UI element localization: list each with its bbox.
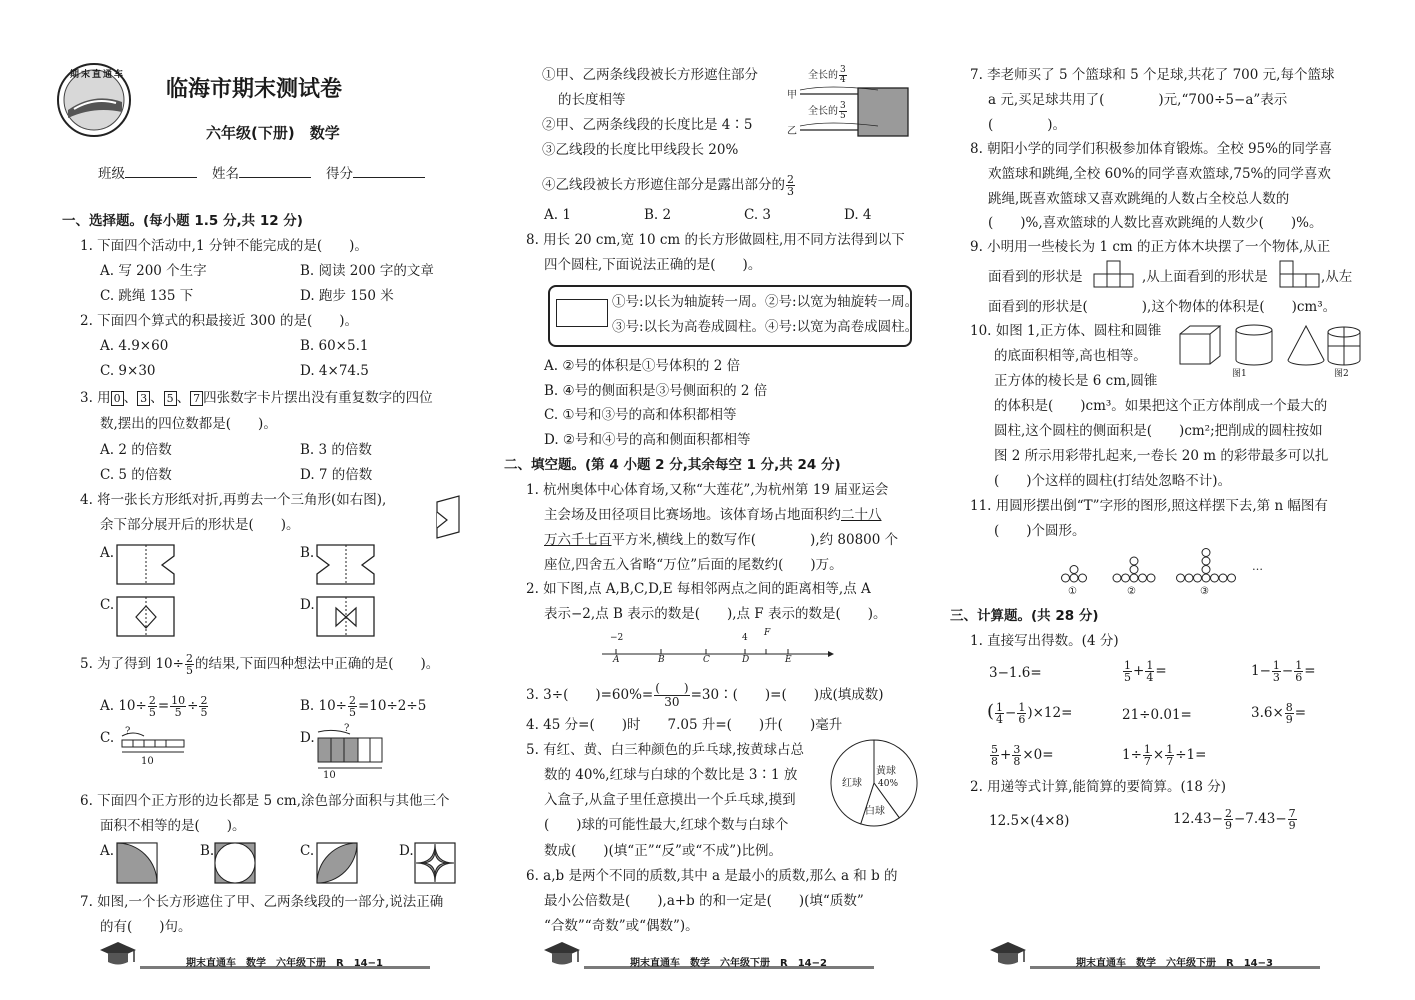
q5-option-a[interactable]: A. 10÷ $\frac{2}{5}$ = $\frac{10}{5}$ ÷ $\frac{2}{5}$ <box>100 694 208 719</box>
calc-2-3: 3.6× $\frac{8}{9}$ = <box>1251 701 1307 726</box>
numline-point-c: C <box>703 655 710 665</box>
f1-line-1: 1. 杭州奥体中心体育场,又称“大莲花”,为杭州第 19 届亚运会 <box>526 482 889 498</box>
f7-line-1: 7. 李老师买了 5 个篮球和 5 个足球,共花了 700 元,每个篮球 <box>970 67 1335 83</box>
fig2-label: 图2 <box>1334 369 1349 379</box>
ellipsis: … <box>1252 560 1263 573</box>
calc-2-1: ( $\frac{1}{4}$ − $\frac{1}{6}$ )×12= <box>987 701 1073 726</box>
q7-item-4-text: ④乙线段被长方形遮住部分是露出部分的 <box>542 177 785 193</box>
graduation-cap-icon <box>986 940 1028 970</box>
figure-2-circle <box>1130 566 1138 574</box>
q1-option-b[interactable]: B. 阅读 200 字的文章 <box>300 263 434 279</box>
section-3-title: 三、计算题。(共 28 分) <box>950 608 1099 624</box>
numline-point-f: F <box>764 628 771 638</box>
f9-line-3: 面看到的形状是( ),这个物体的体积是( )cm³。 <box>988 299 1337 315</box>
f1-line-2 <box>544 506 882 524</box>
q8-box-line-2: ③号:以长为高卷成圆柱。④号:以宽为高卷成圆柱。 <box>612 319 919 335</box>
f7-line-3: ( )。 <box>988 117 1067 133</box>
f3-post: =30∶( )=( )成(填成数) <box>690 687 884 703</box>
f5-line-4: ( )球的可能性最大,红球个数与白球个 <box>544 817 789 833</box>
figure-3-circle <box>1177 574 1185 582</box>
figure-1-circle <box>1062 574 1070 582</box>
q5-stem <box>80 653 439 676</box>
f8-line-1: 8. 朝阳小学的同学们积极参加体育锻炼。全校 95%的同学喜 <box>970 141 1332 157</box>
q7-item-4 <box>542 174 796 197</box>
f1-line-3-text: 平方米,横线上的数写作( ),约 80800 个 <box>611 532 899 548</box>
f6-line-1: 6. a,b 是两个不同的质数,其中 a 是最小的质数,那么 a 和 b 的 <box>526 868 898 884</box>
f8-line-3: 跳绳,既喜欢篮球又喜欢跳绳的人数占全校总人数的 <box>988 191 1290 207</box>
q4-option-d[interactable]: D. <box>300 597 315 613</box>
fig1-label: 图1 <box>1232 369 1247 379</box>
f4-line: 4. 45 分=( )时 7.05 升=( )升( )毫升 <box>526 717 843 733</box>
q8-option-c[interactable]: C. ①号和③号的高和体积都相等 <box>544 407 737 423</box>
f11-line-1: 11. 用圆形摆出倒“T”字形的图形,照这样摆下去,第 n 幅图有 <box>970 498 1328 514</box>
figure-3-circle <box>1202 574 1210 582</box>
q1-stem: 1. 下面四个活动中,1 分钟不能完成的是( )。 <box>80 238 368 254</box>
f5-line-5: 数成( )(填“正”“反”或“不成”)比例。 <box>544 843 782 859</box>
f8-line-4: ( )%,喜欢篮球的人数比喜欢跳绳的人数少( )%。 <box>988 215 1323 231</box>
figure-2-circle <box>1130 557 1138 565</box>
f3-pre: 3. 3÷( )=60%= <box>526 687 654 703</box>
name-label: 姓名 <box>212 166 239 182</box>
q5-d-question-mark: ? <box>344 723 350 734</box>
card-5: 5 <box>164 391 177 406</box>
f1-line-4: 座位,四舍五入省略“万位”后面的尾数约( )万。 <box>544 557 843 573</box>
figure-3-circle <box>1202 566 1210 574</box>
q3-option-a[interactable]: A. 2 的倍数 <box>100 442 172 458</box>
footer-text: 期末直通车 数学 六年级下册 R 14−2 <box>630 958 827 969</box>
fraction-2-3: $\frac{2}{3}$ <box>787 173 794 198</box>
numline-point-a: A <box>613 655 620 665</box>
q2-option-c[interactable]: C. 9×30 <box>100 363 156 379</box>
name-field[interactable] <box>212 162 311 182</box>
figure-3-circle <box>1202 557 1210 565</box>
f11-line-2: ( )个圆形。 <box>994 523 1086 539</box>
footer-text: 期末直通车 数学 六年级下册 R 14−1 <box>186 958 383 969</box>
c2-expr-a: 12.5×(4×8) <box>989 813 1070 829</box>
calc-1-1: 3−1.6= <box>989 665 1042 681</box>
q5-stem-post: 的结果,下面四种想法中正确的是( )。 <box>194 656 440 672</box>
calc-1-3: 1− $\frac{1}{3}$ − $\frac{1}{6}$ = <box>1251 659 1316 684</box>
f10-line-2: 的底面积相等,高也相等。 <box>994 348 1147 364</box>
calc-3-2: 1÷ $\frac{1}{7}$ × $\frac{1}{7}$ ÷1= <box>1122 743 1207 768</box>
q5-bar-diagram-d <box>316 728 388 774</box>
q6-stem-1: 6. 下面四个正方形的边长都是 5 cm,涂色部分面积与其他三个 <box>80 793 450 809</box>
q6-square-c <box>316 842 358 884</box>
f10-line-5: 圆柱,这个圆柱的侧面积是( )cm²;把削成的圆柱按如 <box>994 423 1323 439</box>
q8-rectangle-icon <box>556 299 608 327</box>
q6-stem-2: 面积不相等的是( )。 <box>100 818 246 834</box>
q6-square-b <box>214 842 256 884</box>
q7-option-b[interactable]: B. 2 <box>644 207 672 223</box>
q7-stem-2: 的有( )句。 <box>100 919 192 935</box>
q5-a-prefix: A. 10÷ <box>100 698 147 714</box>
circle-fig-label-1: ① <box>1068 586 1077 597</box>
figure-2-circle <box>1113 574 1121 582</box>
figure-3-circle <box>1194 574 1202 582</box>
f9-line-2a: 面看到的形状是 <box>988 269 1083 285</box>
graduation-cap-icon <box>96 940 138 970</box>
fraction-10-5: $\frac{10}{5}$ <box>171 694 186 719</box>
f5-line-2: 数的 40%,红球与白球的个数比是 3∶1 放 <box>544 767 798 783</box>
numline-minus-2: −2 <box>610 633 624 643</box>
q1-option-a[interactable]: A. 写 200 个生字 <box>100 263 207 279</box>
numline-point-b: B <box>658 655 665 665</box>
calc-2-2: 21÷0.01= <box>1122 707 1192 723</box>
logo-text: 期末直通车 <box>70 70 126 80</box>
page-2 <box>478 0 940 1000</box>
card-0: 0 <box>111 391 124 406</box>
f6-line-3: “合数”“奇数”或“偶数”)。 <box>544 918 699 934</box>
fraction-2-5: $\frac{2}{5}$ <box>148 694 156 719</box>
f3-fraction: $\frac{( )}{30}$ <box>655 681 689 709</box>
figure-3-circle <box>1185 574 1193 582</box>
q5-option-b[interactable] <box>300 695 426 718</box>
q7-stem-1: 7. 如图,一个长方形遮住了甲、乙两条线段的一部分,说法正确 <box>80 894 444 910</box>
f5-line-1: 5. 有红、黄、白三种颜色的乒乓球,按黄球占总 <box>526 742 804 758</box>
pie-label-pct: 40% <box>878 779 899 789</box>
f10-line-4: 的体积是( )cm³。如果把这个正方体削成一个最大的 <box>994 398 1328 414</box>
q4-option-c[interactable]: C. <box>100 597 115 613</box>
q3-option-c[interactable]: C. 5 的倍数 <box>100 467 172 483</box>
q8-stem-2: 四个圆柱,下面说法正确的是( )。 <box>544 257 762 273</box>
figure-3-circle <box>1228 574 1236 582</box>
q2-option-b[interactable]: B. 60×5.1 <box>300 338 369 354</box>
q5-c-ten: 10 <box>141 756 154 767</box>
q4-stem-1: 4. 将一张长方形纸对折,再剪去一个三角形(如右图), <box>80 492 387 508</box>
q5-option-c[interactable]: C. <box>100 730 115 746</box>
q8-option-d[interactable]: D. ②号和④号的高和侧面积都相等 <box>544 432 751 448</box>
q5-b-suffix: =10÷2÷5 <box>358 698 427 714</box>
f10-line-6: 图 2 所示用彩带扎起来,一卷长 20 m 的彩带最多可以扎 <box>994 448 1329 464</box>
f1-underlined-number-2: 万六千七百 <box>544 532 612 548</box>
calc-1-2: $\frac{1}{5}$ + $\frac{1}{4}$ = <box>1124 659 1167 684</box>
page-3 <box>940 0 1415 1000</box>
q4-shape-c <box>116 596 176 638</box>
graduation-cap-icon <box>540 940 582 970</box>
q6-option-c[interactable]: C. <box>300 843 315 859</box>
q1-option-c[interactable]: C. 跳绳 135 下 <box>100 288 194 304</box>
q3-stem-pre: 3. 用 <box>80 390 111 406</box>
figure-3-circle <box>1202 549 1210 557</box>
f1-line-3 <box>544 531 898 549</box>
figure-2-circle <box>1139 574 1147 582</box>
numline-point-d: D <box>742 655 750 665</box>
q8-option-a[interactable]: A. ②号的体积是①号体积的 2 倍 <box>544 358 741 374</box>
f1-underlined-number-1: 二十八 <box>841 507 882 523</box>
section-1-title: 一、选择题。(每小题 1.5 分,共 12 分) <box>62 213 303 229</box>
f10-line-3: 正方体的棱长是 6 cm,圆锥 <box>994 373 1158 389</box>
q6-square-a <box>116 842 158 884</box>
score-label: 得分 <box>326 166 353 182</box>
q5-option-d[interactable]: D. <box>300 730 315 746</box>
q3-option-d[interactable]: D. 7 的倍数 <box>300 467 373 483</box>
folded-paper-icon <box>435 494 463 540</box>
figure-2-circle <box>1122 574 1130 582</box>
footer-text: 期末直通车 数学 六年级下册 R 14−3 <box>1076 958 1273 969</box>
q6-square-d <box>414 842 456 884</box>
c2-title: 2. 用递等式计算,能简算的要简算。(18 分) <box>970 779 1226 795</box>
page-1 <box>0 0 478 1000</box>
q2-stem: 2. 下面四个算式的积最接近 300 的是( )。 <box>80 313 359 329</box>
q3-stem-post: 四张数字卡片摆出没有重复数字的四位 <box>203 390 433 406</box>
pie-label-red: 红球 <box>842 778 862 789</box>
figure-3-circle <box>1219 574 1227 582</box>
q7-item-1: ①甲、乙两条线段被长方形遮住部分 <box>542 67 758 83</box>
fraction-2-5: $\frac{2}{5}$ <box>349 694 356 719</box>
jia-label: 甲 <box>787 90 797 101</box>
q4-option-b[interactable]: B. <box>300 545 315 561</box>
q4-shape-a <box>116 544 176 586</box>
q6-option-d[interactable]: D. <box>399 843 414 859</box>
q7-item-1-cont: 的长度相等 <box>558 92 626 108</box>
q3-stem-2: 数,摆出的四位数都是( )。 <box>100 416 277 432</box>
c2-expr-b: 12.43− $\frac{2}{9}$ −7.43− $\frac{7}{9}$ <box>1173 807 1296 832</box>
q7-item-2: ②甲、乙两条线段的长度比是 4∶5 <box>542 117 753 133</box>
page-subtitle: 六年级(下册) 数学 <box>206 124 340 142</box>
q5-c-question-mark: ? <box>125 726 131 737</box>
figure-2-circle <box>1130 574 1138 582</box>
q7-option-d[interactable]: D. 4 <box>844 207 872 223</box>
figure-1-circle <box>1070 574 1078 582</box>
q5-stem-pre: 5. 为了得到 10÷ <box>80 656 184 672</box>
cube-cylinder-cone-figure <box>1178 322 1368 368</box>
f7-line-2: a 元,买足球共用了( )元,“700÷5−a”表示 <box>988 92 1288 108</box>
c1-title: 1. 直接写出得数。(4 分) <box>970 633 1119 649</box>
circle-fig-label-3: ③ <box>1200 586 1209 597</box>
q7-option-a[interactable]: A. 1 <box>544 207 571 223</box>
q4-option-a[interactable]: A. <box>100 545 115 561</box>
f1-line-2-text: 主会场及田径项目比赛场地。该体育场占地面积约 <box>544 507 841 523</box>
yi-label: 乙 <box>787 126 797 137</box>
f2-line-2: 表示−2,点 B 表示的数是( ),点 F 表示的数是( )。 <box>544 606 887 622</box>
number-line <box>602 640 834 660</box>
figure-1-circle <box>1079 574 1087 582</box>
numline-4: 4 <box>742 633 748 643</box>
yi-ratio-label: 全长的 $\frac{3}{5}$ <box>808 101 846 121</box>
q6-option-a[interactable]: A. <box>100 843 115 859</box>
f5-line-3: 入盒子,从盒子里任意摸出一个乒乓球,摸到 <box>544 792 796 808</box>
section-2-title: 二、填空题。(第 4 小题 2 分,其余每空 1 分,共 24 分) <box>504 457 841 473</box>
q3-stem: 3. 用 0 、 3 、 5 、 7 四张数字卡片摆出没有重复数字的四位 <box>80 390 433 406</box>
f10-line-7: ( )个这样的圆柱(打结处忽略不计)。 <box>994 473 1232 489</box>
q1-option-d[interactable]: D. 跑步 150 米 <box>300 288 394 304</box>
figure-2-circle <box>1147 574 1155 582</box>
f10-line-1: 10. 如图 1,正方体、圆柱和圆锥 <box>970 323 1162 339</box>
f9-line-1: 9. 小明用一些棱长为 1 cm 的正方体木块摆了一个物体,从正 <box>970 239 1331 255</box>
q7-option-c[interactable]: C. 3 <box>744 207 772 223</box>
numline-point-e: E <box>785 655 792 665</box>
calc-3-1: $\frac{5}{8}$ + $\frac{3}{8}$ ×0= <box>991 743 1054 768</box>
equals-sign: = <box>157 698 170 714</box>
circle-fig-label-2: ② <box>1127 586 1136 597</box>
class-label: 班级 <box>98 166 125 182</box>
q2-option-a[interactable]: A. 4.9×60 <box>100 338 169 354</box>
f9-line-2b: ,从上面看到的形状是 <box>1142 269 1268 285</box>
jia-ratio-label: 全长的 $\frac{3}{4}$ <box>808 65 846 85</box>
card-7: 7 <box>190 391 203 406</box>
figure-1-circle <box>1070 566 1078 574</box>
q3-option-b[interactable]: B. 3 的倍数 <box>300 442 372 458</box>
q4-shape-d <box>316 596 376 638</box>
pie-label-white: 白球 <box>865 806 885 817</box>
pie-label-yellow: 黄球 <box>876 766 896 777</box>
q2-option-d[interactable]: D. 4×74.5 <box>300 363 369 379</box>
q4-stem-2: 余下部分展开后的形状是( )。 <box>100 517 300 533</box>
q6-option-b[interactable]: B. <box>200 843 215 859</box>
front-view-shape <box>1093 260 1149 290</box>
fraction-2-5: $\frac{2}{5}$ <box>185 652 193 677</box>
q4-shape-b <box>316 544 376 586</box>
figure-3-circle <box>1211 574 1219 582</box>
q8-stem-1: 8. 用长 20 cm,宽 10 cm 的长方形做圆柱,用不同方法得到以下 <box>526 232 905 248</box>
page-title: 临海市期末测试卷 <box>166 77 343 102</box>
f3-line <box>526 682 884 709</box>
q8-box-line-1: ①号:以长为轴旋转一周。②号:以宽为轴旋转一周。 <box>612 294 919 310</box>
f6-line-2: 最小公倍数是( ),a+b 的和一定是( )(填“质数” <box>544 893 864 909</box>
fraction-2-5: $\frac{2}{5}$ <box>200 694 208 719</box>
f2-line-1: 2. 如下图,点 A,B,C,D,E 每相邻两点之间的距离相等,点 A <box>526 581 871 597</box>
q5-b-prefix: B. 10÷ <box>300 698 347 714</box>
card-3: 3 <box>137 391 150 406</box>
score-field[interactable] <box>326 162 425 182</box>
q8-option-b[interactable]: B. ④号的侧面积是③号侧面积的 2 倍 <box>544 383 768 399</box>
f9-line-2c: ,从左 <box>1321 269 1353 285</box>
class-field[interactable] <box>98 162 197 182</box>
q5-d-ten: 10 <box>323 770 336 781</box>
q7-item-3: ③乙线段的长度比甲线段长 20% <box>542 142 739 158</box>
f8-line-2: 欢篮球和跳绳,全校 60%的同学喜欢篮球,75%的同学喜欢 <box>988 166 1331 182</box>
